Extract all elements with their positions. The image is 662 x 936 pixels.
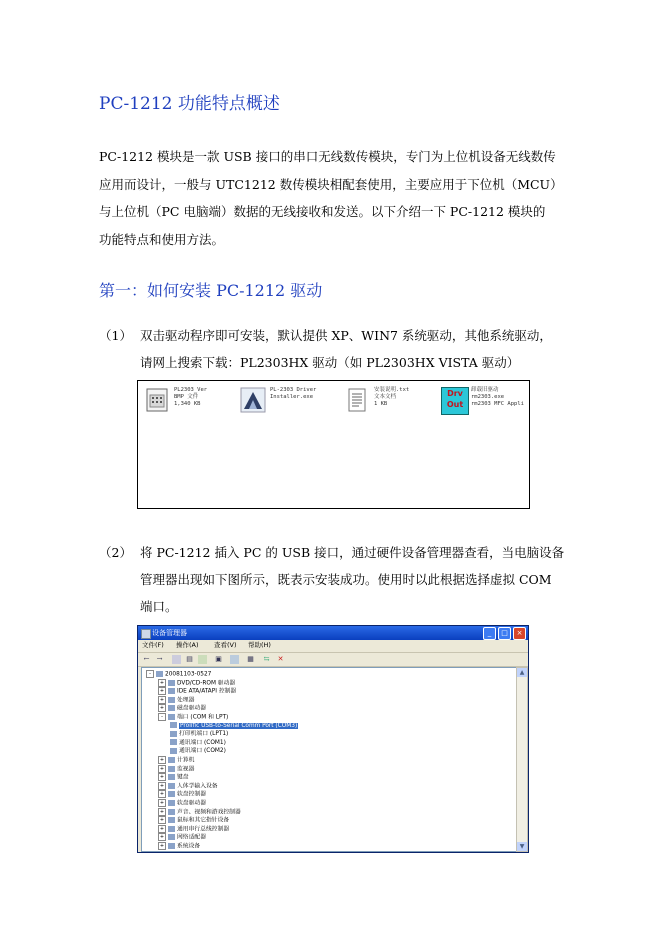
tree-item-label: 软盘控制器 [177, 791, 206, 798]
menu-bar [138, 640, 528, 651]
menu-file[interactable]: 文件(F) [142, 641, 164, 649]
back-icon[interactable]: ← [143, 655, 150, 663]
step-line: 请网上搜索下载：PL2303HX 驱动（如 PL2303HX VISTA 驱动） [140, 355, 520, 370]
device-icon [168, 688, 175, 694]
tree-item-label: 通讯端口 (COM2) [179, 748, 226, 755]
device-icon [170, 739, 177, 745]
step-number: （2） [99, 545, 132, 560]
close-button[interactable]: × [513, 627, 526, 640]
expand-icon[interactable]: + [159, 688, 165, 695]
device-icon [168, 809, 175, 815]
expand-icon[interactable]: + [159, 705, 165, 712]
expand-icon[interactable]: + [159, 765, 165, 772]
tree-item-label: 通讯端口 (COM1) [179, 739, 226, 746]
expand-icon[interactable]: + [159, 825, 165, 832]
tree-item-label: 打印机端口 (LPT1) [179, 731, 229, 738]
device-icon [168, 834, 175, 840]
device-icon [170, 748, 177, 754]
device-icon [168, 843, 175, 849]
device-icon [170, 731, 177, 737]
file-item[interactable] [144, 385, 234, 415]
bitmap-file-icon [144, 387, 170, 413]
expand-icon[interactable]: + [159, 791, 165, 798]
expand-icon[interactable]: + [159, 679, 165, 686]
device-icon [168, 783, 175, 789]
drv-out-icon-text: Drv [447, 389, 463, 398]
expand-icon[interactable]: + [159, 782, 165, 789]
expand-icon[interactable]: + [159, 696, 165, 703]
file-item[interactable] [344, 385, 434, 415]
expand-icon[interactable]: + [159, 808, 165, 815]
file-name: 安装说明.txt [374, 387, 410, 393]
scan-icon[interactable] [230, 655, 239, 664]
expand-icon[interactable]: + [159, 843, 165, 849]
collapse-icon[interactable]: - [158, 713, 166, 721]
intro-line: PC-1212 模块是一款 USB 接口的串口无线数传模块，专门为上位机设备无线数传 [99, 149, 556, 164]
file-size: 1 KB [374, 401, 388, 407]
tree-item-label: DVD/CD-ROM 驱动器 [177, 680, 236, 687]
tree-item-label: 键盘 [177, 774, 189, 781]
tree-item-label: 鼠标和其它指针设备 [177, 817, 230, 824]
scroll-down-icon[interactable]: ▼ [517, 842, 527, 851]
disable-icon[interactable]: ⇆ [263, 655, 270, 663]
expand-icon[interactable]: + [159, 774, 165, 781]
print-icon[interactable]: ▤ [186, 655, 193, 663]
help-icon[interactable] [198, 655, 207, 664]
step-line: 管理器出现如下图所示，既表示安装成功。使用时以此根据选择虚拟 COM [140, 572, 552, 587]
step-line: 端口。 [140, 599, 178, 614]
step-line: 双击驱动程序即可安装，默认提供 XP、WIN7 系统驱动，其他系统驱动， [140, 328, 552, 343]
uninstall-icon[interactable]: ✕ [277, 655, 284, 663]
properties-icon[interactable] [172, 655, 181, 664]
tree-item-label: 软盘驱动器 [177, 800, 206, 807]
device-icon [168, 817, 175, 823]
device-icon [168, 680, 175, 686]
file-name: Installer.exe [270, 394, 314, 400]
step-line: 将 PC-1212 插入 PC 的 USB 接口，通过硬件设备管理器查看，当电脑设备 [140, 545, 565, 560]
step-2 [99, 539, 569, 623]
scroll-up-icon[interactable]: ▲ [517, 668, 527, 677]
device-icon [168, 800, 175, 806]
step-1 [99, 322, 569, 378]
tree-item-label: 人体学输入设备 [177, 783, 218, 790]
drv-out-icon-text: Out [446, 400, 464, 409]
maximize-button[interactable]: □ [498, 627, 511, 640]
intro-line: 功能特点和使用方法。 [99, 231, 225, 247]
tree-item-label: 系统设备 [177, 843, 201, 850]
device-icon [168, 826, 175, 832]
forward-icon[interactable]: → [156, 655, 163, 663]
device-icon [168, 714, 175, 720]
refresh-icon[interactable]: ▣ [215, 655, 222, 663]
collapse-icon[interactable]: - [146, 670, 154, 678]
file-item[interactable] [240, 385, 340, 415]
minimize-button[interactable]: _ [483, 627, 496, 640]
tree-item-label: 通用串行总线控制器 [177, 826, 230, 833]
device-icon [168, 774, 175, 780]
vertical-scrollbar[interactable] [516, 667, 528, 852]
file-type: 文本文档 [374, 394, 397, 400]
device-icon [168, 766, 175, 772]
toolbar [138, 652, 528, 667]
intro-line: 应用而设计，一般与 UTC1212 数传模块相配套使用，主要应用于下位机（MCU） [99, 176, 563, 192]
tree-item-label: 端口 (COM 和 LPT) [177, 714, 229, 721]
device-icon [156, 671, 163, 677]
device-icon [168, 705, 175, 711]
file-name: PL2303_Ver [174, 387, 208, 393]
device-icon [170, 722, 177, 728]
menu-help[interactable]: 帮助(H) [248, 641, 271, 649]
update-icon[interactable]: ▦ [247, 655, 254, 663]
tree-item-label: 计算机 [177, 757, 195, 764]
page-heading: PC-1212 功能特点概述 [99, 94, 280, 114]
drv-out-icon [441, 387, 469, 415]
expand-icon[interactable]: + [159, 800, 165, 806]
tree-item-label: 监视器 [177, 766, 195, 773]
file-type: BMP 文件 [174, 394, 199, 400]
file-name: PL-2303 Driver [270, 387, 317, 393]
section-heading: 第一：如何安装 PC-1212 驱动 [99, 281, 323, 300]
window-titlebar[interactable] [138, 626, 528, 640]
menu-action[interactable]: 操作(A) [176, 641, 199, 649]
device-manager-window [137, 625, 529, 853]
tree-item-label: 网络适配器 [177, 834, 206, 841]
device-manager-icon [141, 629, 151, 639]
file-name: 卸载旧驱动 [471, 387, 499, 393]
file-name: rm2303.exe [471, 394, 505, 400]
tree-item-label: 20081103-0527 [165, 671, 212, 678]
tree-item-label: Prolific USB-to-Serial Comm Port (COM3) [180, 722, 298, 729]
tree-item-label: 声音、视频和游戏控制器 [177, 809, 241, 816]
device-icon [168, 791, 175, 797]
step-number: （1） [99, 328, 132, 343]
tree-item-label: IDE ATA/ATAPI 控制器 [177, 688, 237, 695]
device-tree[interactable] [141, 667, 517, 852]
file-listing-panel [137, 380, 530, 509]
text-file-icon [344, 387, 370, 413]
file-type: rm2303 MFC Appli [471, 401, 524, 407]
intro-paragraph [99, 143, 569, 253]
file-size: 1,340 KB [174, 401, 201, 407]
device-icon [168, 697, 175, 703]
expand-icon[interactable]: + [159, 834, 165, 841]
menu-view[interactable]: 查看(V) [214, 641, 237, 649]
expand-icon[interactable]: + [159, 757, 165, 763]
tree-item-label: 磁盘驱动器 [177, 705, 206, 712]
tree-item[interactable] [158, 842, 200, 851]
window-title: 设备管理器 [152, 629, 187, 637]
intro-line: 与上位机（PC 电脑端）数据的无线接收和发送。以下介绍一下 PC-1212 模块的 [99, 204, 546, 219]
tree-item-label: 处理器 [177, 697, 195, 704]
installer-icon [240, 387, 266, 413]
device-icon [168, 757, 175, 763]
file-item[interactable] [441, 385, 527, 415]
expand-icon[interactable]: + [159, 817, 165, 824]
